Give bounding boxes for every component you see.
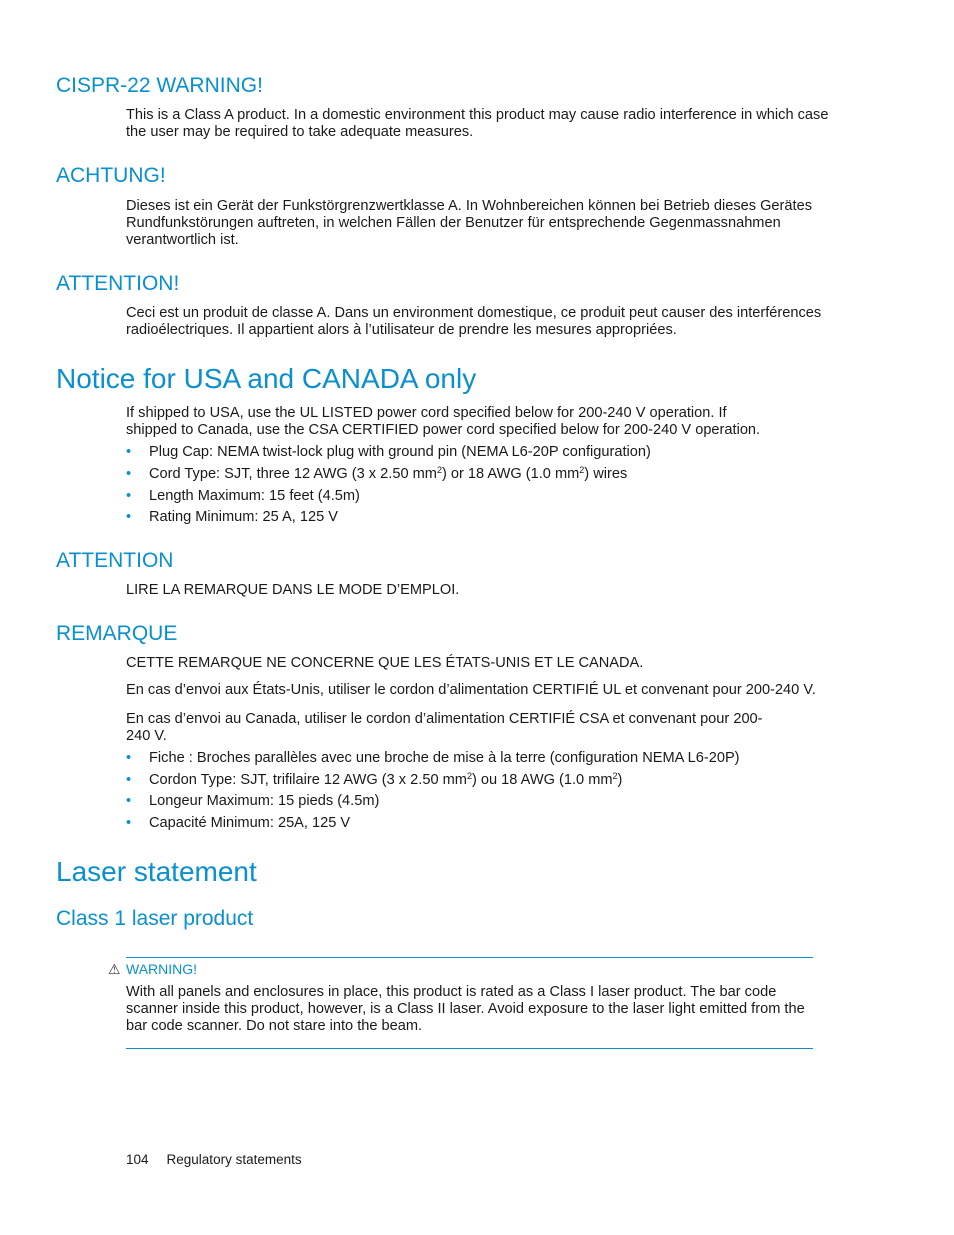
remarque-p2: En cas d’envoi aux États-Unis, utiliser le cordon d’alimentation CERTIFIÉ UL et convenant pour 200-240 V. <box>126 682 816 698</box>
usa-canada-heading: Notice for USA and CANADA only <box>56 363 477 394</box>
bullet-icon: • <box>126 793 132 809</box>
remarque-p3: En cas d’envoi au Canada, utiliser le cordon d’alimentation CERTIFIÉ CSA et convenant pour 200-240 V. <box>126 711 763 744</box>
bullet-icon: • <box>126 750 132 766</box>
page-footer <box>126 1152 302 1167</box>
list-item: • Capacité Minimum: 25A, 125 V <box>126 815 351 831</box>
list-item: • Fiche : Broches parallèles avec une broche de mise à la terre (configuration NEMA L6-20P) <box>126 750 740 766</box>
warning-label: WARNING! <box>126 961 198 977</box>
laser-heading: Laser statement <box>56 856 257 887</box>
cispr-heading: CISPR-22 WARNING! <box>56 74 263 97</box>
remarque-heading: REMARQUE <box>56 622 178 645</box>
bullet-icon: • <box>126 772 132 788</box>
list-item: • Plug Cap: NEMA twist-lock plug with ground pin (NEMA L6-20P configuration) <box>126 444 651 460</box>
achtung-heading: ACHTUNG! <box>56 164 166 187</box>
page-number: 104 <box>126 1152 149 1167</box>
usa-intro: If shipped to USA, use the UL LISTED power cord specified below for 200-240 V operation. If shipped to Canada, use the CSA CERTIFIED power cord specified below for 200-240 V operation. <box>126 405 761 438</box>
remarque-p1: CETTE REMARQUE NE CONCERNE QUE LES ÉTATS-UNIS ET LE CANADA. <box>126 655 644 671</box>
bullet-icon: • <box>126 466 132 482</box>
warning-top-rule <box>126 957 813 958</box>
achtung-body: Dieses ist ein Gerät der Funkstörgrenzwertklasse A. In Wohnbereichen können bei Betrieb dieses Gerätes Rundfunkstörungen auftreten, in welchen Fällen der Benutzer für entsprechende Gegenmassnahmen verantwortlich ist. <box>126 198 812 248</box>
warning-callout-header <box>108 961 197 978</box>
warning-body: With all panels and enclosures in place, this product is rated as a Class I laser product. The bar code scanner inside this product, however, is a Class II laser. Avoid exposure to the laser light emitted from the bar code scanner. Do not stare into the beam. <box>126 984 805 1034</box>
bullet-icon: • <box>126 509 132 525</box>
list-item: • Cordon Type: SJT, trifilaire 12 AWG (3 x 2.50 $mm^2$) ou 18 AWG (1.0 $mm^2$) <box>126 771 623 788</box>
list-item: • Cord Type: SJT, three 12 AWG (3 x 2.50 $mm^2$) or 18 AWG (1.0 $mm^2$) wires <box>126 465 628 482</box>
cispr-body: This is a Class A product. In a domestic environment this product may cause radio interference in which case the user may be required to take adequate measures. <box>126 107 829 140</box>
warning-bottom-rule <box>126 1048 813 1049</box>
list-item: • Length Maximum: 15 feet (4.5m) <box>126 488 360 504</box>
bullet-icon: • <box>126 444 132 460</box>
attention-body: LIRE LA REMARQUE DANS LE MODE D’EMPLOI. <box>126 582 460 598</box>
list-item: • Rating Minimum: 25 A, 125 V <box>126 509 338 525</box>
warning-triangle-icon: ⚠ <box>108 961 121 977</box>
list-item: • Longeur Maximum: 15 pieds (4.5m) <box>126 793 380 809</box>
bullet-icon: • <box>126 488 132 504</box>
footer-section-title: Regulatory statements <box>166 1152 302 1167</box>
laser-subheading: Class 1 laser product <box>56 907 254 930</box>
attention-fr-body: Ceci est un produit de classe A. Dans un environment domestique, ce produit peut causer des interférences radioélectriques. Il appartient alors à l’utilisateur de prendre les mesures appropriées. <box>126 305 822 338</box>
attention-fr-heading: ATTENTION! <box>56 272 180 295</box>
attention-heading: ATTENTION <box>56 549 174 572</box>
bullet-icon: • <box>126 815 132 831</box>
